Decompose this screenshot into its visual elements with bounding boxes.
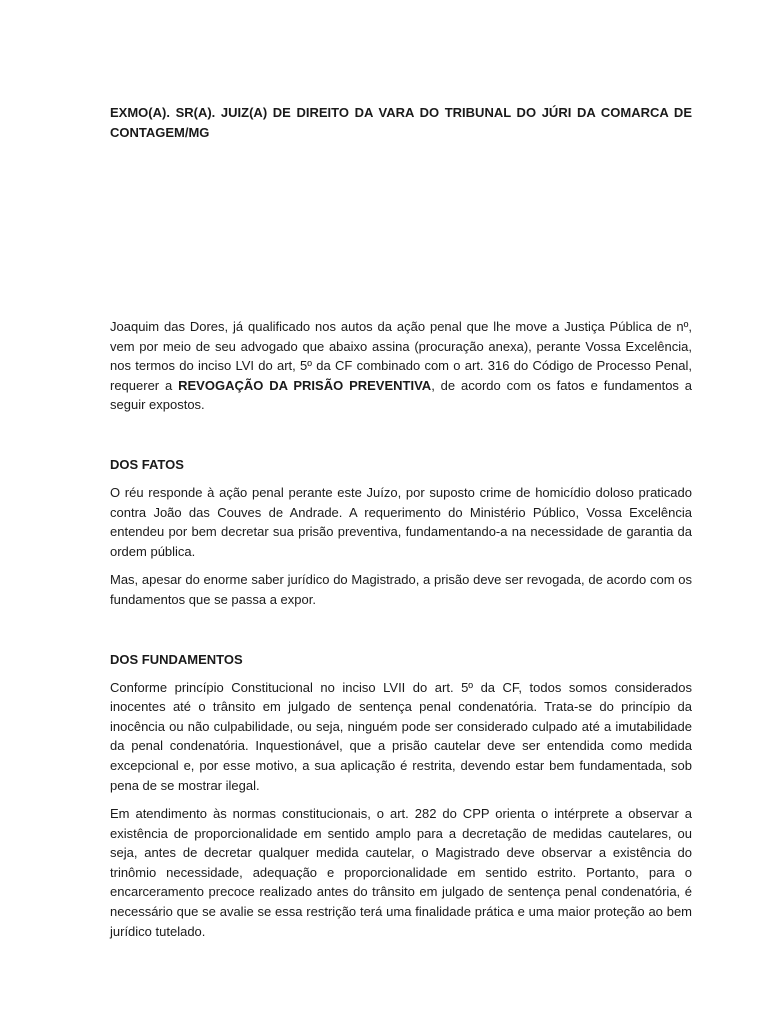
intro-text-start: Joaquim das Dores, já qualificado nos autos da ação penal que lhe move a Justiça Pública de nº, vem por meio de seu advogado que abaixo assina (procuração anexa), perante Vossa Excelência, nos termos do inciso LVI do art, 5º da CF combinado com o art. 316 do Código de Processo Penal, requerer a xyxy=(110,319,692,393)
intro-paragraph xyxy=(110,317,692,415)
facts-section-title: DOS FATOS xyxy=(110,456,184,472)
facts-paragraph-1: O réu responde à ação penal perante este Juízo, por suposto crime de homicídio doloso praticado contra João das Couves de Andrade. A requerimento do Ministério Público, Vossa Excelência entendeu por bem decretar sua prisão preventiva, fundamentando-a na necessidade de garantia da ordem pública. xyxy=(110,484,692,559)
grounds-paragraph-2: Em atendimento às normas constitucionais, o art. 282 do CPP orienta o intérprete a observar a existência de proporcionalidade em sentido amplo para a decretação de medidas cautelares, ou seja, antes de decretar qualquer medida cautelar, o Magistrado deve observar a existência do trinômio necessidade, adequação e proporcionalidade em sentido estrito. Portanto, para o encarceramento precoce realizado antes do trânsito em julgado de sentença penal condenatória, é necessário que se avalie se essa restrição terá uma finalidade prática e uma maior proteção ao bem jurídico tutelado. xyxy=(110,806,692,939)
facts-paragraph-2: Mas, apesar do enorme saber jurídico do Magistrado, a prisão deve ser revogada, de acordo com os fundamentos que se passa a expor. xyxy=(110,572,692,607)
intro-text-end: , de acordo com os fatos e fundamentos a seguir expostos. xyxy=(110,377,693,413)
grounds-section-title: DOS FUNDAMENTOS xyxy=(110,651,243,667)
document-page xyxy=(110,103,692,941)
grounds-paragraph-1: Conforme princípio Constitucional no inciso LVII do art. 5º da CF, todos somos considerados inocentes até o trânsito em julgado de sentença penal condenatória. Trata-se do princípio da inocência ou não culpabilidade, ou seja, ninguém pode ser considerado culpado até a imutabilidade da penal condenatória. Inquestionável, que a prisão cautelar deve ser entendida como medida excepcional e, por esse motivo, a sua aplicação é restrita, devendo estar bem fundamentada, sob pena de se mostrar ilegal. xyxy=(110,679,692,793)
addressee-heading: EXMO(A). SR(A). JUIZ(A) DE DIREITO DA VARA DO TRIBUNAL DO JÚRI DA COMARCA DE CONTAGEM/MG xyxy=(110,105,692,140)
intro-request-highlight: REVOGAÇÃO DA PRISÃO PREVENTIVA xyxy=(178,377,432,393)
